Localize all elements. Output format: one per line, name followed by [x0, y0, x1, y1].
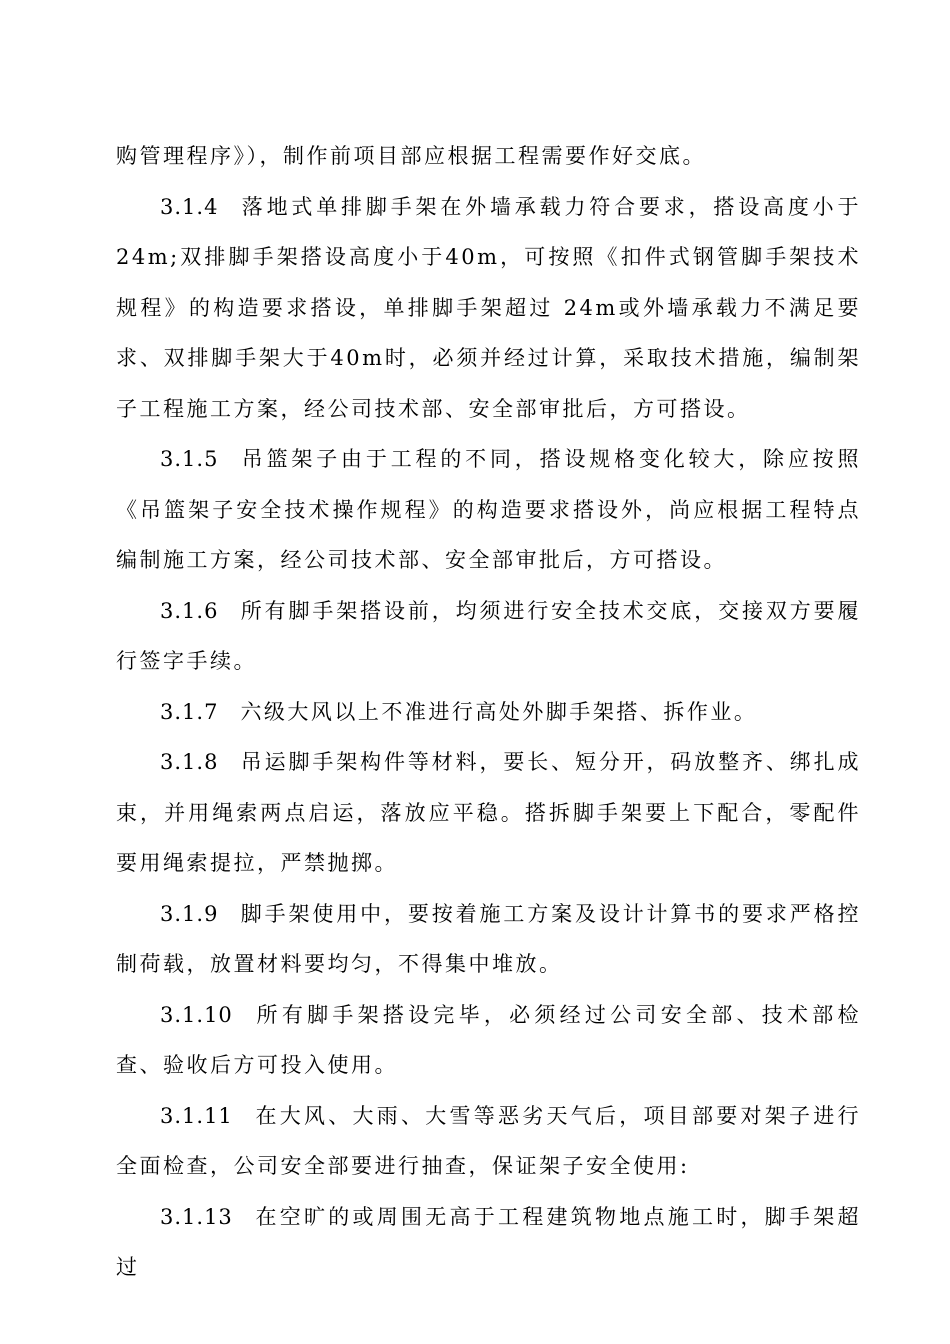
clause-number: 3.1.8 [160, 750, 219, 774]
clause-number: 3.1.13 [160, 1204, 233, 1229]
paragraph-text: 落地式单排脚手架在外墙承载力符合要求，搭设高度小于24m;双排脚手架搭设高度小于40m，可按照《扣件式钢管脚手架技术规程》的构造要求搭设，单排脚手架超过 24m或外墙承载力不满足要求、双排脚手架大于40m时，必须并经过计算，采取技术措施，编制架子工程施工方案，经公司技术部、安全部审批后，方可搭设。 [116, 194, 861, 421]
paragraph-text: 所有脚手架搭设前，均须进行安全技术交底，交接双方要履行签字手续。 [116, 598, 861, 673]
clause-number: 3.1.7 [160, 699, 219, 724]
paragraph-3-1-11 [116, 1091, 861, 1192]
clause-number: 3.1.11 [160, 1103, 233, 1128]
paragraph-3-1-9 [116, 889, 861, 990]
paragraph-3-1-10 [116, 990, 861, 1091]
paragraph-3-1-8 [116, 737, 861, 889]
paragraph-text: 所有脚手架搭设完毕，必须经过公司安全部、技术部检查、验收后方可投入使用。 [116, 1002, 861, 1077]
paragraph-text: 吊篮架子由于工程的不同，搭设规格变化较大，除应按照《吊篮架子安全技术操作规程》的构造要求搭设外，尚应根据工程特点编制施工方案，经公司技术部、安全部审批后，方可搭设。 [116, 447, 861, 572]
paragraph-text: 脚手架使用中，要按着施工方案及设计计算书的要求严格控制荷载，放置材料要均匀，不得集中堆放。 [116, 901, 861, 976]
clause-number: 3.1.10 [160, 1002, 233, 1027]
clause-number: 3.1.9 [160, 901, 219, 926]
paragraph-text: 六级大风以上不准进行高处外脚手架搭、拆作业。 [240, 699, 758, 724]
body-text [116, 131, 861, 1293]
clause-number: 3.1.5 [160, 447, 219, 471]
clause-number: 3.1.6 [160, 598, 219, 623]
paragraph-3-1-5 [116, 434, 861, 586]
paragraph-text: 在大风、大雨、大雪等恶劣天气后，项目部要对架子进行全面检查，公司安全部要进行抽查，保证架子安全使用: [116, 1103, 861, 1178]
paragraph-text: 在空旷的或周围无高于工程建筑物地点施工时，脚手架超过 [116, 1204, 861, 1279]
paragraph-3-1-6 [116, 586, 861, 687]
paragraph-text: 吊运脚手架构件等材料，要长、短分开，码放整齐、绑扎成束，并用绳索两点启运，落放应平稳。搭拆脚手架要上下配合，零配件要用绳索提拉，严禁抛掷。 [116, 750, 861, 875]
clause-number: 3.1.4 [160, 194, 219, 219]
paragraph-continuation [116, 131, 861, 182]
paragraph-3-1-4 [116, 182, 861, 435]
paragraph-3-1-13 [116, 1192, 861, 1293]
paragraph-3-1-7 [116, 687, 861, 738]
paragraph-text: 购管理程序》），制作前项目部应根据工程需要作好交底。 [116, 144, 706, 168]
